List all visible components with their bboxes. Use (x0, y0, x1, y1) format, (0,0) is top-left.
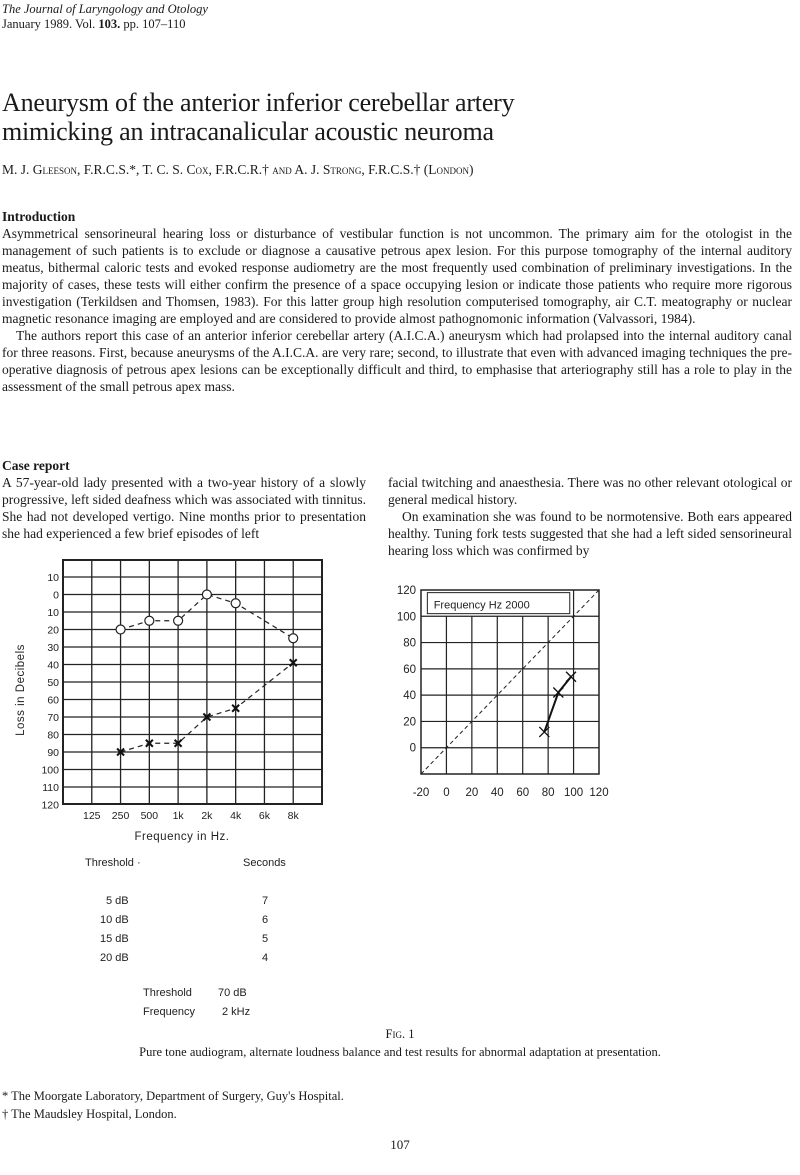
balance-x-tick: 60 (516, 787, 530, 799)
frequency-label: Frequency (143, 1006, 195, 1018)
title-line-1: Aneurysm of the anterior inferior cerebellar artery (2, 88, 515, 117)
case-report-left (2, 457, 366, 542)
audiogram-y-tick: 100 (41, 764, 59, 777)
audiogram-y-tick: 70 (47, 712, 59, 724)
figure-caption: Pure tone audiogram, alternate loudness balance and test results for abnormal adaptation at presentation. (139, 1045, 661, 1059)
threshold-header: Threshold · (85, 857, 141, 869)
volume: 103. (98, 17, 121, 31)
audiogram-circle-marker (174, 616, 183, 625)
introduction-heading: Introduction (2, 209, 76, 224)
balance-y-tick: 120 (396, 585, 416, 597)
adaptation-threshold: 20 dB (100, 952, 129, 964)
audiogram-y-tick: 80 (47, 729, 59, 742)
balance-x-tick: -20 (412, 787, 430, 799)
audiogram-y-tick: 30 (47, 642, 59, 654)
audiogram-y-tick: 10 (47, 607, 59, 619)
threshold-label: Threshold (143, 987, 192, 999)
article-title (2, 88, 514, 146)
balance-y-tick: 60 (403, 663, 416, 676)
balance-x-tick: 20 (465, 787, 479, 799)
audiogram-x-tick: 4k (230, 810, 242, 822)
audiogram-y-tick: 10 (47, 572, 59, 584)
audiogram-y-tick: 90 (47, 747, 59, 759)
balance-x-tick: 40 (490, 787, 504, 799)
audiogram-x-tick: 500 (140, 810, 159, 822)
audiogram-y-tick: 110 (42, 782, 59, 794)
balance-y-tick: 20 (403, 716, 416, 729)
balance-y-tick: 40 (403, 690, 416, 703)
issue-info (2, 17, 185, 32)
case-report-right-p2: On examination she was found to be normotensive. Both ears appeared healthy. Tuning fork tests suggested that she had a left sided sensorineural hearing loss which was confirmed by (388, 509, 792, 558)
adaptation-threshold: 10 dB (100, 914, 129, 926)
footnote-2: † The Maudsley Hospital, London. (2, 1107, 177, 1121)
page-number: 107 (390, 1137, 410, 1152)
audiogram-x-tick: 6k (258, 810, 270, 822)
journal-name: The Journal of Laryngology and Otology (2, 2, 208, 16)
frequency-value: 2 kHz (222, 1006, 251, 1018)
title-line-2: mimicking an intracanalicular acoustic neuroma (2, 117, 494, 146)
audiogram-x-tick: 250 (111, 810, 130, 822)
intro-paragraph-1: Asymmetrical sensorineural hearing loss or disturbance of vestibular function is not uncommon. The primary aim for the otologist in the management of such patients is to exclude or diagnose a causative petrous apex lesion. For this purpose tomography of the internal auditory meatus, bithermal caloric tests and evoked response audiometry are the most frequently used combination of preliminary investigations. In the majority of cases, these tests will either confirm the presence of a space occupying lesion or indicate those patients who require more rigorous investigation (Terkildsen and Thomsen, 1983). For this latter group high resolution computerised tomography, air C.T. meatography or nuclear magnetic resonance imaging are employed and are considered to provide almost pathognomonic information (Valvassori, 1984). (2, 226, 792, 326)
audiogram-y-tick: 40 (47, 659, 59, 672)
audiogram-x-tick: 2k (201, 810, 213, 822)
balance-x-tick: 120 (589, 787, 609, 799)
adaptation-threshold: 5 dB (106, 895, 129, 907)
audiogram-circle-marker (289, 634, 298, 643)
audiogram-circle-marker (116, 625, 125, 634)
audiogram-y-tick: 60 (47, 694, 59, 707)
audiogram-y-tick: 0 (53, 589, 59, 602)
balance-legend: Frequency Hz 2000 (433, 599, 530, 612)
figure-label: Fig. 1 (385, 1027, 415, 1041)
audiogram-x-tick: 125 (83, 810, 101, 822)
adaptation-table (0, 855, 400, 1025)
balance-y-tick: 100 (396, 611, 416, 624)
balance-reference-line (421, 590, 599, 774)
audiogram-circle-marker (231, 599, 240, 608)
balance-y-tick: 0 (409, 742, 416, 755)
audiogram-y-tick: 120 (41, 799, 59, 812)
balance-cross-marker (566, 672, 576, 682)
case-report-right-p1: facial twitching and anaesthesia. There was no other relevant otological or general medical history. (388, 475, 792, 507)
audiogram-circle-marker (202, 590, 211, 599)
issue-date: January 1989. Vol. (2, 17, 99, 31)
audiogram-y-tick: 20 (47, 624, 59, 637)
seconds-header: Seconds (243, 857, 286, 869)
authors: M. J. Gleeson, F.R.C.S.*, T. C. S. Cox, F.R.C.R.† and A. J. Strong, F.R.C.S.† (London) (2, 162, 474, 177)
threshold-value: 70 dB (218, 987, 247, 999)
adaptation-seconds: 7 (262, 895, 269, 907)
case-report-heading: Case report (2, 458, 70, 473)
case-report-paragraph: A 57-year-old lady presented with a two-year history of a slowly progressive, left sided deafness which was associated with tinnitus. She had not developed vertigo. Nine months prior to presentation she had experienced a few brief episodes of left (2, 475, 366, 541)
balance-cross-marker (553, 688, 563, 698)
audiogram-y-label: Loss in Decibels (15, 644, 27, 736)
audiogram-x-label: Frequency in Hz. (134, 831, 230, 843)
case-report-right (388, 474, 792, 559)
balance-y-tick: 80 (403, 637, 416, 650)
audiogram-x-tick: 1k (172, 810, 184, 822)
figure-charts (0, 550, 800, 850)
adaptation-seconds: 4 (262, 952, 269, 964)
audiogram-circle-marker (145, 616, 154, 625)
adaptation-seconds: 6 (262, 914, 269, 926)
balance-x-tick: 100 (563, 787, 584, 799)
balance-x-tick: 80 (541, 787, 555, 799)
balance-x-tick: 0 (443, 787, 450, 799)
adaptation-seconds: 5 (262, 933, 269, 945)
introduction-section (2, 208, 792, 395)
audiogram-x-tick: 8k (287, 810, 299, 822)
footnote-1: * The Moorgate Laboratory, Department of Surgery, Guy's Hospital. (2, 1089, 344, 1103)
audiogram-y-tick: 50 (47, 677, 59, 689)
pages: pp. 107–110 (120, 17, 186, 31)
intro-paragraph-2: The authors report this case of an anterior inferior cerebellar artery (A.I.C.A.) aneurysm which had prolapsed into the internal auditory canal for three reasons. First, because aneurysms of the A.I.C.A. are very rare; second, to illustrate that even with advanced imaging techniques the pre-operative diagnosis of petrous apex lesions can be exceptionally difficult and third, to emphasise that arteriography still has a role to play in the assessment of the small petrous apex mass. (2, 328, 792, 394)
adaptation-threshold: 15 dB (100, 933, 129, 945)
